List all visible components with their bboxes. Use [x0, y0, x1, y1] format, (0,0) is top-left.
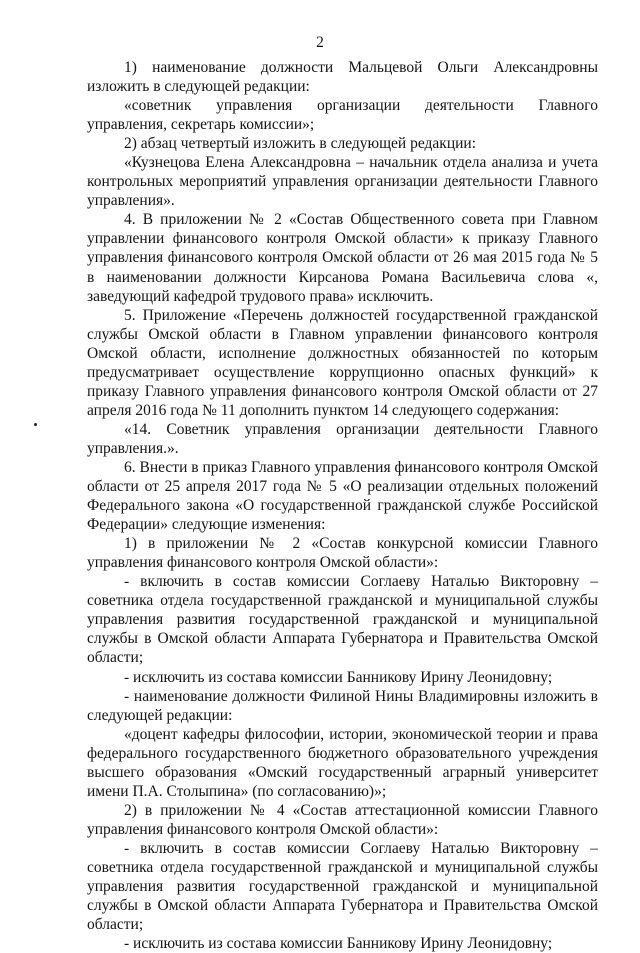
paragraph-8: 6. Внести в приказ Главного управления финансового контроля Омской области от 25 апреля 2017 года № 5 «О реализации отдельных положений Федерального закона «О государственной гражданской службе Российской Федерации» следующие изменения: [87, 458, 598, 534]
document-body [87, 58, 598, 953]
paragraph-4: «Кузнецова Елена Александровна – начальник отдела анализа и учета контрольных мероприятий управления организации деятельности Главного управления». [87, 154, 598, 210]
paragraph-7: «14. Советник управления организации деятельности Главного управления.». [87, 420, 598, 457]
paragraph-14: 2) в приложении № 4 «Состав аттестационной комиссии Главного управления финансового контроля Омской области»: [87, 801, 598, 838]
paragraph-3: 2) абзац четвертый изложить в следующей редакции: [124, 135, 477, 153]
paragraph-6: 5. Приложение «Перечень должностей государственной гражданской службы Омской области в Главном управлении финансового контроля Омской области, исполнение должностных обязанностей по которым предусматривает осуществление коррупционно опасных функций» к приказу Главного управления финансового контроля Омской области от 27 апреля 2016 года № 11 дополнить пунктом 14 следующего содержания: [87, 306, 598, 419]
paragraph-1: 1) наименование должности Мальцевой Ольги Александровны изложить в следующей редакции: [87, 59, 598, 96]
scan-speck [34, 423, 37, 426]
paragraph-13: «доцент кафедры философии, истории, экономической теории и права федерального государственного бюджетного образовательного учреждения высшего образования «Омский государственный аграрный университет имени П.А. Столыпина» (по согласованию)»; [87, 725, 598, 800]
paragraph-16: - исключить из состава комиссии Банникову Ирину Леонидовну; [124, 935, 553, 953]
paragraph-15: - включить в состав комиссии Соглаеву Наталью Викторовну – советника отдела государственной гражданской и муниципальной службы управления развития государственной гражданской и муниципальной службы в Омской области Аппарата Губернатора и Правительства Омской области; [87, 839, 598, 934]
paragraph-2: «советник управления организации деятельности Главного управления, секретарь комиссии»; [87, 97, 598, 134]
paragraph-12: - наименование должности Филиной Нины Владимировны изложить в следующей редакции: [87, 687, 598, 724]
page-number: 2 [316, 34, 324, 51]
paragraph-5: 4. В приложении № 2 «Состав Общественного совета при Главном управлении финансового контроля Омской области» к приказу Главного управления финансового контроля Омской области от 26 мая 2015 года № 5 в наименовании должности Кирсанова Романа Васильевича слова «, заведующий кафедрой трудового права» исключить. [87, 211, 598, 305]
paragraph-10: - включить в состав комиссии Соглаеву Наталью Викторовну – советника отдела государственной гражданской и муниципальной службы управления развития государственной гражданской и муниципальной службы в Омской области Аппарата Губернатора и Правительства Омской области; [87, 573, 598, 667]
paragraph-11: - исключить из состава комиссии Банникову Ирину Леонидовну; [124, 668, 553, 686]
paragraph-9: 1) в приложении № 2 «Состав конкурсной комиссии Главного управления финансового контроля Омской области»: [87, 535, 598, 572]
